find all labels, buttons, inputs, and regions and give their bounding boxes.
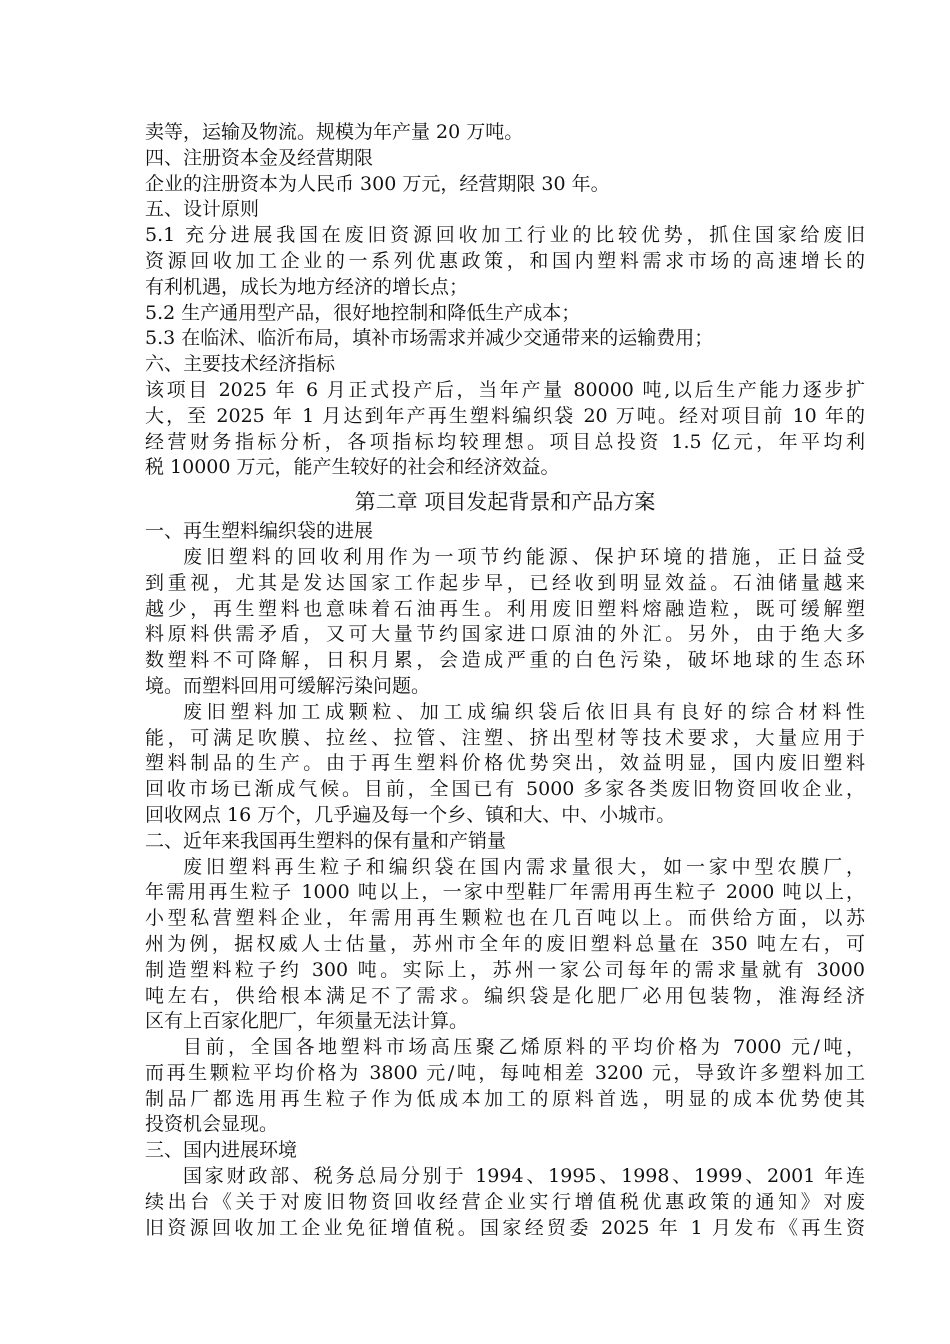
text-line: 经营财务指标分析，各项指标均较理想。项目总投资 1.5 亿元，年平均利	[145, 430, 865, 453]
text-line: 续出台《关于对废旧物资回收经营企业实行增值税优惠政策的通知》对废	[145, 1190, 865, 1213]
text-line: 州为例，据权威人士估量，苏州市全年的废旧塑料总量在 350 吨左右，可	[145, 932, 865, 955]
text-line: 到重视，尤其是发达国家工作起步早，已经收到明显效益。石油储量越来	[145, 571, 865, 594]
text-line: 小型私营塑料企业，年需用再生颗粒也在几百吨以上。而供给方面，以苏	[145, 907, 865, 930]
text-line: 五、设计原则	[145, 198, 260, 221]
text-line: 一、再生塑料编织袋的进展	[145, 520, 374, 543]
text-line: 资源回收加工企业的一系列优惠政策，和国内塑料需求市场的高速增长的	[145, 249, 865, 272]
text-line: 回收市场已渐成气候。目前，全国已有 5000 多家各类废旧物资回收企业，	[145, 778, 865, 801]
text-line: 制品厂都选用再生粒子作为低成本加工的原料首选，明显的成本优势使其	[145, 1087, 865, 1110]
text-line: 四、注册资本金及经营期限	[145, 146, 374, 169]
text-line: 能，可满足吹膜、拉丝、拉管、注塑、挤出型材等技术要求，大量应用于	[145, 726, 865, 749]
text-line: 废旧塑料的回收利用作为一项节约能源、保护环境的措施，正日益受	[183, 545, 865, 568]
text-line: 大，至 2025 年 1 月达到年产再生塑料编织袋 20 万吨。经对项目前 10 年的	[145, 404, 865, 427]
text-line: 该项目 2025 年 6 月正式投产后，当年产量 80000 吨,以后生产能力逐步扩	[145, 378, 865, 401]
text-line: 5.1 充分进展我国在废旧资源回收加工行业的比较优势，抓住国家给废旧	[145, 224, 865, 247]
text-line: 吨左右，供给根本满足不了需求。编织袋是化肥厂必用包装物，淮海经济	[145, 984, 865, 1007]
text-line: 三、国内进展环境	[145, 1139, 298, 1162]
text-line: 年需用再生粒子 1000 吨以上，一家中型鞋厂年需用再生粒子 2000 吨以上，	[145, 881, 865, 904]
text-line: 塑料制品的生产。由于再生塑料价格优势突出，效益明显，国内废旧塑料	[145, 752, 865, 775]
text-line: 六、主要技术经济指标	[145, 353, 336, 376]
text-line: 越少，再生塑料也意味着石油再生。利用废旧塑料熔融造粒，既可缓解塑	[145, 597, 865, 620]
text-line: 回收网点 16 万个，几乎遍及每一个乡、镇和大、中、小城市。	[145, 803, 676, 826]
text-line: 废旧塑料再生粒子和编织袋在国内需求量很大，如一家中型农膜厂，	[183, 855, 865, 878]
text-line: 数塑料不可降解，日积月累，会造成严重的白色污染，破坏地球的生态环	[145, 649, 865, 672]
text-line: 二、近年来我国再生塑料的保有量和产销量	[145, 829, 507, 852]
document-page	[145, 120, 865, 1241]
text-line: 而再生颗粒平均价格为 3800 元/吨，每吨相差 3200 元，导致许多塑料加工	[145, 1061, 865, 1084]
text-line: 卖等，运输及物流。规模为年产量 20 万吨。	[145, 121, 524, 143]
text-line: 企业的注册资本为人民币 300 万元，经营期限 30 年。	[145, 172, 610, 195]
text-line: 料原料供需矛盾，又可大量节约国家进口原油的外汇。另外，由于绝大多	[145, 623, 865, 646]
text-line: 投资机会显现。	[145, 1113, 279, 1136]
text-line: 旧资源回收加工企业免征增值税。国家经贸委 2025 年 1 月发布《再生资	[145, 1216, 865, 1239]
chapter-title: 第二章 项目发起背景和产品方案	[354, 490, 656, 515]
text-line: 废旧塑料加工成颗粒、加工成编织袋后依旧具有良好的综合材料性	[183, 700, 865, 723]
text-line: 有利机遇，成长为地方经济的增长点；	[145, 275, 469, 298]
text-line: 税 10000 万元，能产生较好的社会和经济效益。	[145, 456, 560, 479]
text-line: 5.3 在临沭、临沂布局，填补市场需求并减少交通带来的运输费用；	[145, 327, 714, 350]
text-line: 国家财政部、税务总局分别于 1994、1995、1998、1999、2001 年连	[183, 1165, 865, 1188]
text-line: 区有上百家化肥厂，年须量无法计算。	[145, 1010, 469, 1033]
text-line: 制造塑料粒子约 300 吨。实际上，苏州一家公司每年的需求量就有 3000	[145, 958, 865, 981]
text-line: 境。而塑料回用可缓解污染问题。	[145, 674, 431, 697]
text-line: 目前，全国各地塑料市场高压聚乙烯原料的平均价格为 7000 元/吨，	[183, 1036, 865, 1059]
text-line: 5.2 生产通用型产品，很好地控制和降低生产成本；	[145, 301, 581, 324]
